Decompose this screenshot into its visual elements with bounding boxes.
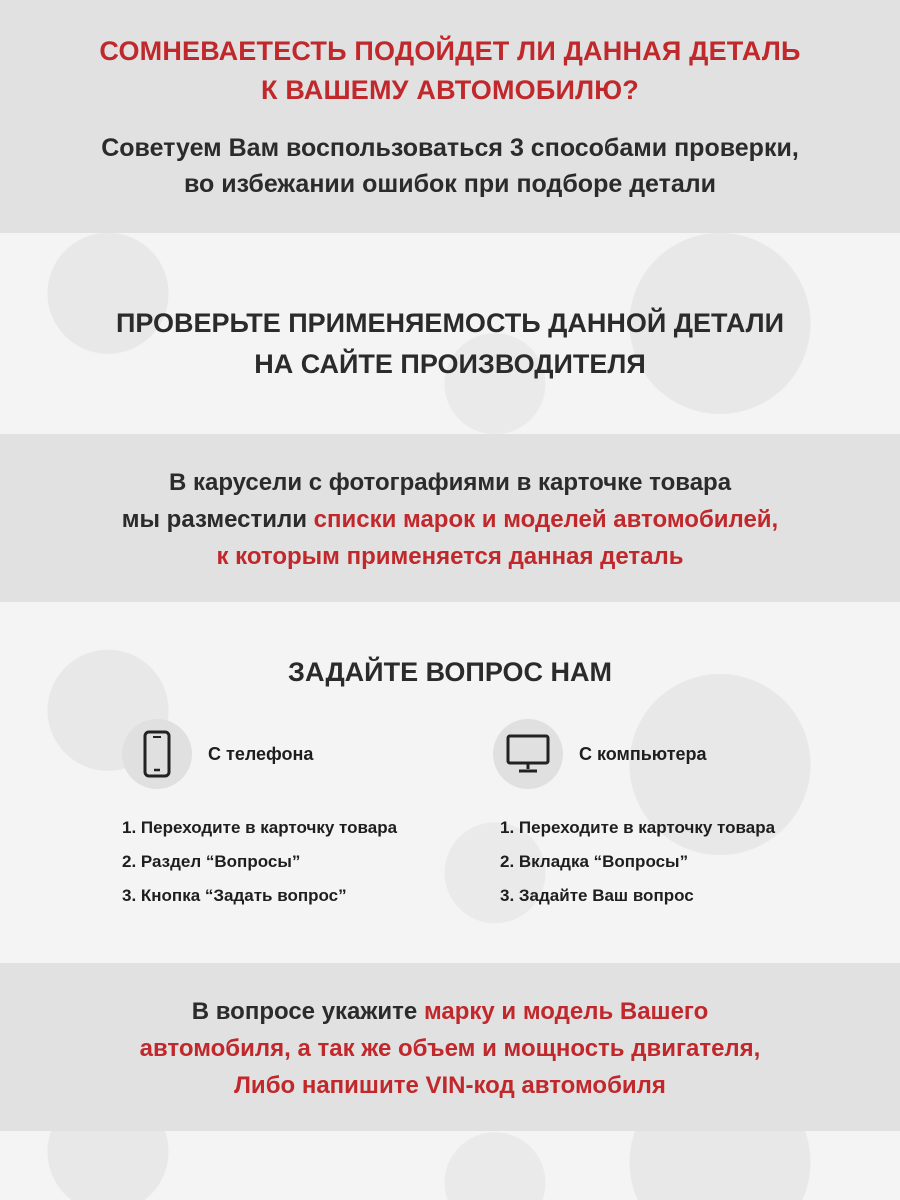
method2-band: [0, 434, 900, 602]
computer-step: 2. Вкладка “Вопросы”: [500, 852, 689, 871]
footer-text: [0, 993, 900, 1104]
computer-step: 3. Задайте Ваш вопрос: [500, 886, 694, 905]
computer-step: 1. Переходите в карточку товара: [500, 818, 776, 837]
footer-band: [0, 963, 900, 1131]
phone-label: С телефона: [208, 743, 314, 764]
computer-column: [493, 719, 873, 913]
method2-line: В карусели с фотографиями в карточке товара: [168, 469, 732, 496]
method3-columns: [0, 719, 900, 959]
phone-steps: [122, 811, 502, 913]
header-subtitle: [0, 130, 900, 202]
header-subtitle-line: Советуем Вам воспользоваться 3 способами проверки,: [101, 134, 799, 162]
method3-title: ЗАДАЙТЕ ВОПРОС НАМ: [288, 657, 612, 687]
method1-title: [0, 303, 900, 385]
footer-plain: В вопросе укажите: [191, 998, 424, 1025]
computer-steps: [500, 811, 873, 913]
phone-step: 1. Переходите в карточку товара: [122, 818, 398, 837]
method3-band: [0, 602, 900, 963]
phone-step: 3. Кнопка “Задать вопрос”: [122, 886, 347, 905]
method2-text: [0, 464, 900, 575]
phone-step: 2. Раздел “Вопросы”: [122, 852, 301, 871]
header-band: [0, 0, 900, 233]
header-title-line: К ВАШЕМУ АВТОМОБИЛЮ?: [261, 75, 639, 105]
phone-header: [122, 719, 502, 789]
method2-highlight-line: к которым применяется данная деталь: [216, 543, 684, 570]
method2-highlight: списки марок и моделей автомобилей,: [313, 506, 779, 533]
footer-highlight: марку и модель Вашего: [423, 998, 709, 1025]
header-title: [0, 32, 900, 110]
computer-header: [493, 719, 873, 789]
method1-title-line: НА САЙТЕ ПРОИЗВОДИТЕЛЯ: [254, 349, 646, 379]
footer-line: [0, 993, 900, 1030]
method2-plain: мы разместили: [121, 506, 314, 533]
footer-highlight-line: автомобиля, а так же объем и мощность двигателя,: [139, 1035, 761, 1062]
header-subtitle-line: во избежании ошибок при подборе детали: [183, 170, 717, 198]
method2-line: [0, 501, 900, 538]
computer-label: С компьютера: [579, 743, 707, 764]
header-title-line: СОМНЕВАЕТЕСТЬ ПОДОЙДЕТ ЛИ ДАННАЯ ДЕТАЛЬ: [99, 36, 801, 66]
method1-band: [0, 233, 900, 434]
bottom-strip: [0, 1131, 900, 1200]
footer-highlight-line: Либо напишите VIN-код автомобиля: [234, 1072, 666, 1099]
smartphone-icon: [122, 719, 192, 789]
monitor-icon: [493, 719, 563, 789]
phone-column: [122, 719, 502, 913]
method1-title-line: ПРОВЕРЬТЕ ПРИМЕНЯЕМОСТЬ ДАННОЙ ДЕТАЛИ: [115, 308, 785, 338]
